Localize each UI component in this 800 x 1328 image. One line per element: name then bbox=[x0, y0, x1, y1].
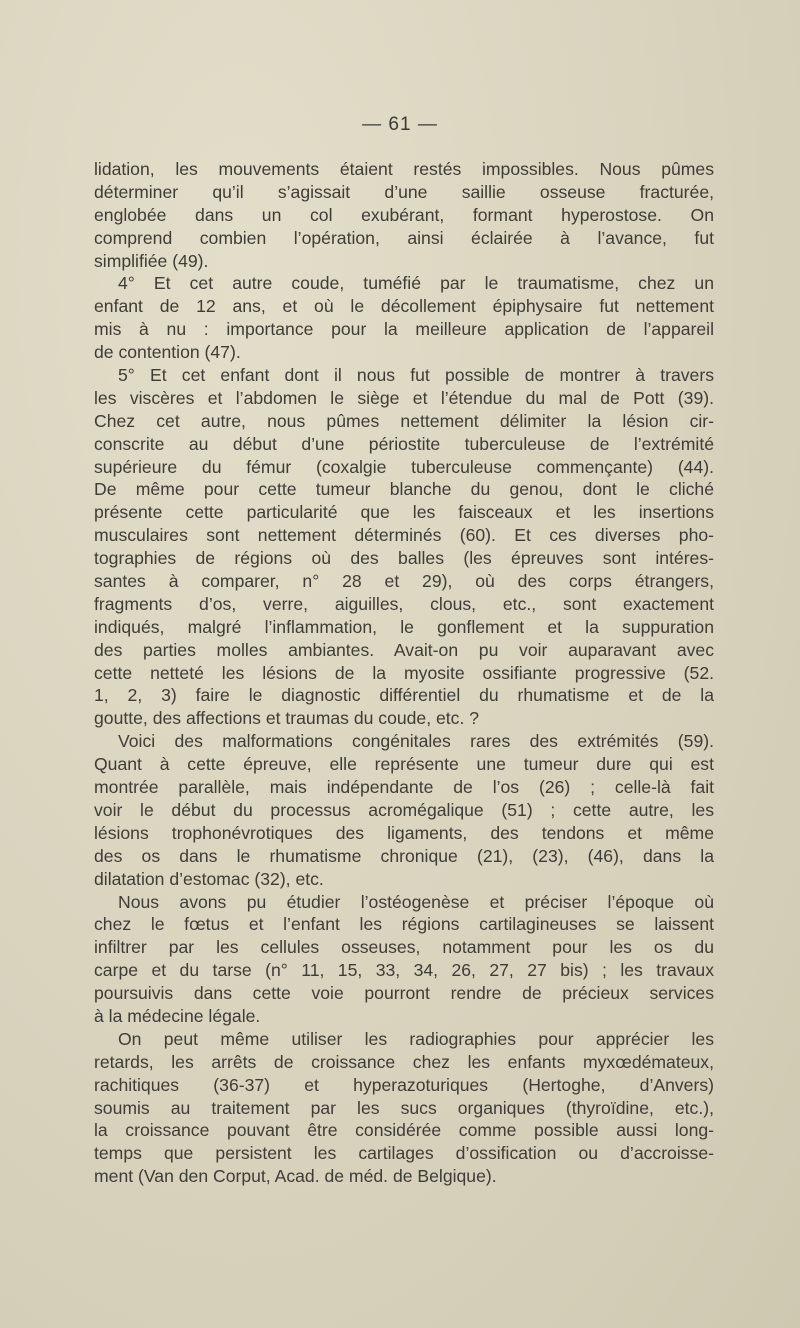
text-line: Chez cet autre, nous pûmes nettement délimiter la lésion cir- bbox=[94, 410, 714, 431]
text-line: enfant de 12 ans, et où le décollement épiphysaire fut nettement bbox=[94, 296, 714, 317]
text-line: englobée dans un col exubérant, formant hyperostose. On bbox=[94, 204, 714, 225]
text-line: soumis au traitement par les sucs organiques (thyroïdine, etc.), bbox=[94, 1097, 714, 1118]
text-line: montrée parallèle, mais indépendante de l’os (26) ; celle-là fait bbox=[94, 777, 714, 798]
text-line: Quant à cette épreuve, elle représente une tumeur dure qui est bbox=[94, 754, 714, 775]
text-line: simplifiée (49). bbox=[94, 250, 209, 271]
text-line: dilatation d’estomac (32), etc. bbox=[94, 868, 324, 889]
text-line: fragments d’os, verre, aiguilles, clous, etc., sont exactement bbox=[94, 593, 714, 614]
text-line: rachitiques (36-37) et hyperazoturiques (Hertoghe, d’Anvers) bbox=[94, 1074, 714, 1095]
text-line: conscrite au début d’une périostite tuberculeuse de l’extrémité bbox=[94, 433, 714, 454]
body-text bbox=[94, 158, 714, 1188]
text-line: Nous avons pu étudier l’ostéogenèse et préciser l’époque où bbox=[118, 891, 714, 912]
text-line: infiltrer par les cellules osseuses, notamment pour les os du bbox=[94, 937, 714, 958]
text-line: goutte, des affections et traumas du coude, etc. ? bbox=[94, 708, 480, 729]
text-line: des parties molles ambiantes. Avait-on pu voir auparavant avec bbox=[94, 639, 714, 660]
text-line: 1, 2, 3) faire le diagnostic différentiel du rhumatisme et de la bbox=[94, 685, 714, 706]
text-line: mis à nu : importance pour la meilleure application de l’appareil bbox=[94, 319, 714, 340]
text-line: les viscères et l’abdomen le siège et l’étendue du mal de Pott (39). bbox=[94, 387, 714, 408]
text-line: déterminer qu’il s’agissait d’une saillie osseuse fracturée, bbox=[94, 181, 714, 202]
text-line: comprend combien l’opération, ainsi éclairée à l’avance, fut bbox=[94, 227, 714, 248]
text-line: 5° Et cet enfant dont il nous fut possible de montrer à travers bbox=[118, 365, 714, 386]
text-line: présente cette particularité que les faisceaux et les insertions bbox=[94, 502, 714, 523]
text-line: à la médecine légale. bbox=[94, 1005, 261, 1026]
text-line: carpe et du tarse (n° 11, 15, 33, 34, 26, 27, 27 bis) ; les travaux bbox=[94, 960, 714, 981]
text-line: chez le fœtus et l’enfant les régions cartilagineuses se laissent bbox=[94, 914, 714, 935]
text-line: supérieure du fémur (coxalgie tuberculeuse commençante) (44). bbox=[94, 456, 714, 477]
text-line: ment (Van den Corput, Acad. de méd. de Belgique). bbox=[94, 1166, 497, 1187]
text-line: des os dans le rhumatisme chronique (21), (23), (46), dans la bbox=[94, 845, 714, 866]
text-line: musculaires sont nettement déterminés (60). Et ces diverses pho- bbox=[94, 525, 714, 546]
text-line: de contention (47). bbox=[94, 342, 241, 363]
text-line: voir le début du processus acromégalique (51) ; cette autre, les bbox=[94, 799, 714, 820]
page-number: — 61 — bbox=[362, 114, 438, 135]
text-line: De même pour cette tumeur blanche du genou, dont le cliché bbox=[94, 479, 714, 500]
text-line: retards, les arrêts de croissance chez les enfants myxœdémateux, bbox=[94, 1051, 714, 1072]
text-line: la croissance pouvant être considérée comme possible aussi long- bbox=[94, 1120, 714, 1141]
text-line: Voici des malformations congénitales rares des extrémités (59). bbox=[118, 731, 714, 752]
text-line: 4° Et cet autre coude, tuméfié par le traumatisme, chez un bbox=[118, 273, 714, 294]
text-line: lidation, les mouvements étaient restés impossibles. Nous pûmes bbox=[94, 159, 714, 179]
text-line: poursuivis dans cette voie pourront rendre de précieux services bbox=[94, 983, 714, 1004]
text-line: santes à comparer, n° 28 et 29), où des corps étrangers, bbox=[94, 571, 714, 592]
text-line: temps que persistent les cartilages d’ossification ou d’accroisse- bbox=[94, 1143, 714, 1164]
text-line: cette netteté les lésions de la myosite ossifiante progressive (52. bbox=[94, 662, 714, 683]
text-line: lésions trophonévrotiques des ligaments, des tendons et même bbox=[94, 822, 714, 843]
text-line: indiqués, malgré l’inflammation, le gonflement et la suppuration bbox=[94, 616, 714, 637]
text-line: On peut même utiliser les radiographies pour apprécier les bbox=[118, 1028, 714, 1049]
text-line: tographies de régions où des balles (les épreuves sont intéres- bbox=[94, 548, 714, 569]
